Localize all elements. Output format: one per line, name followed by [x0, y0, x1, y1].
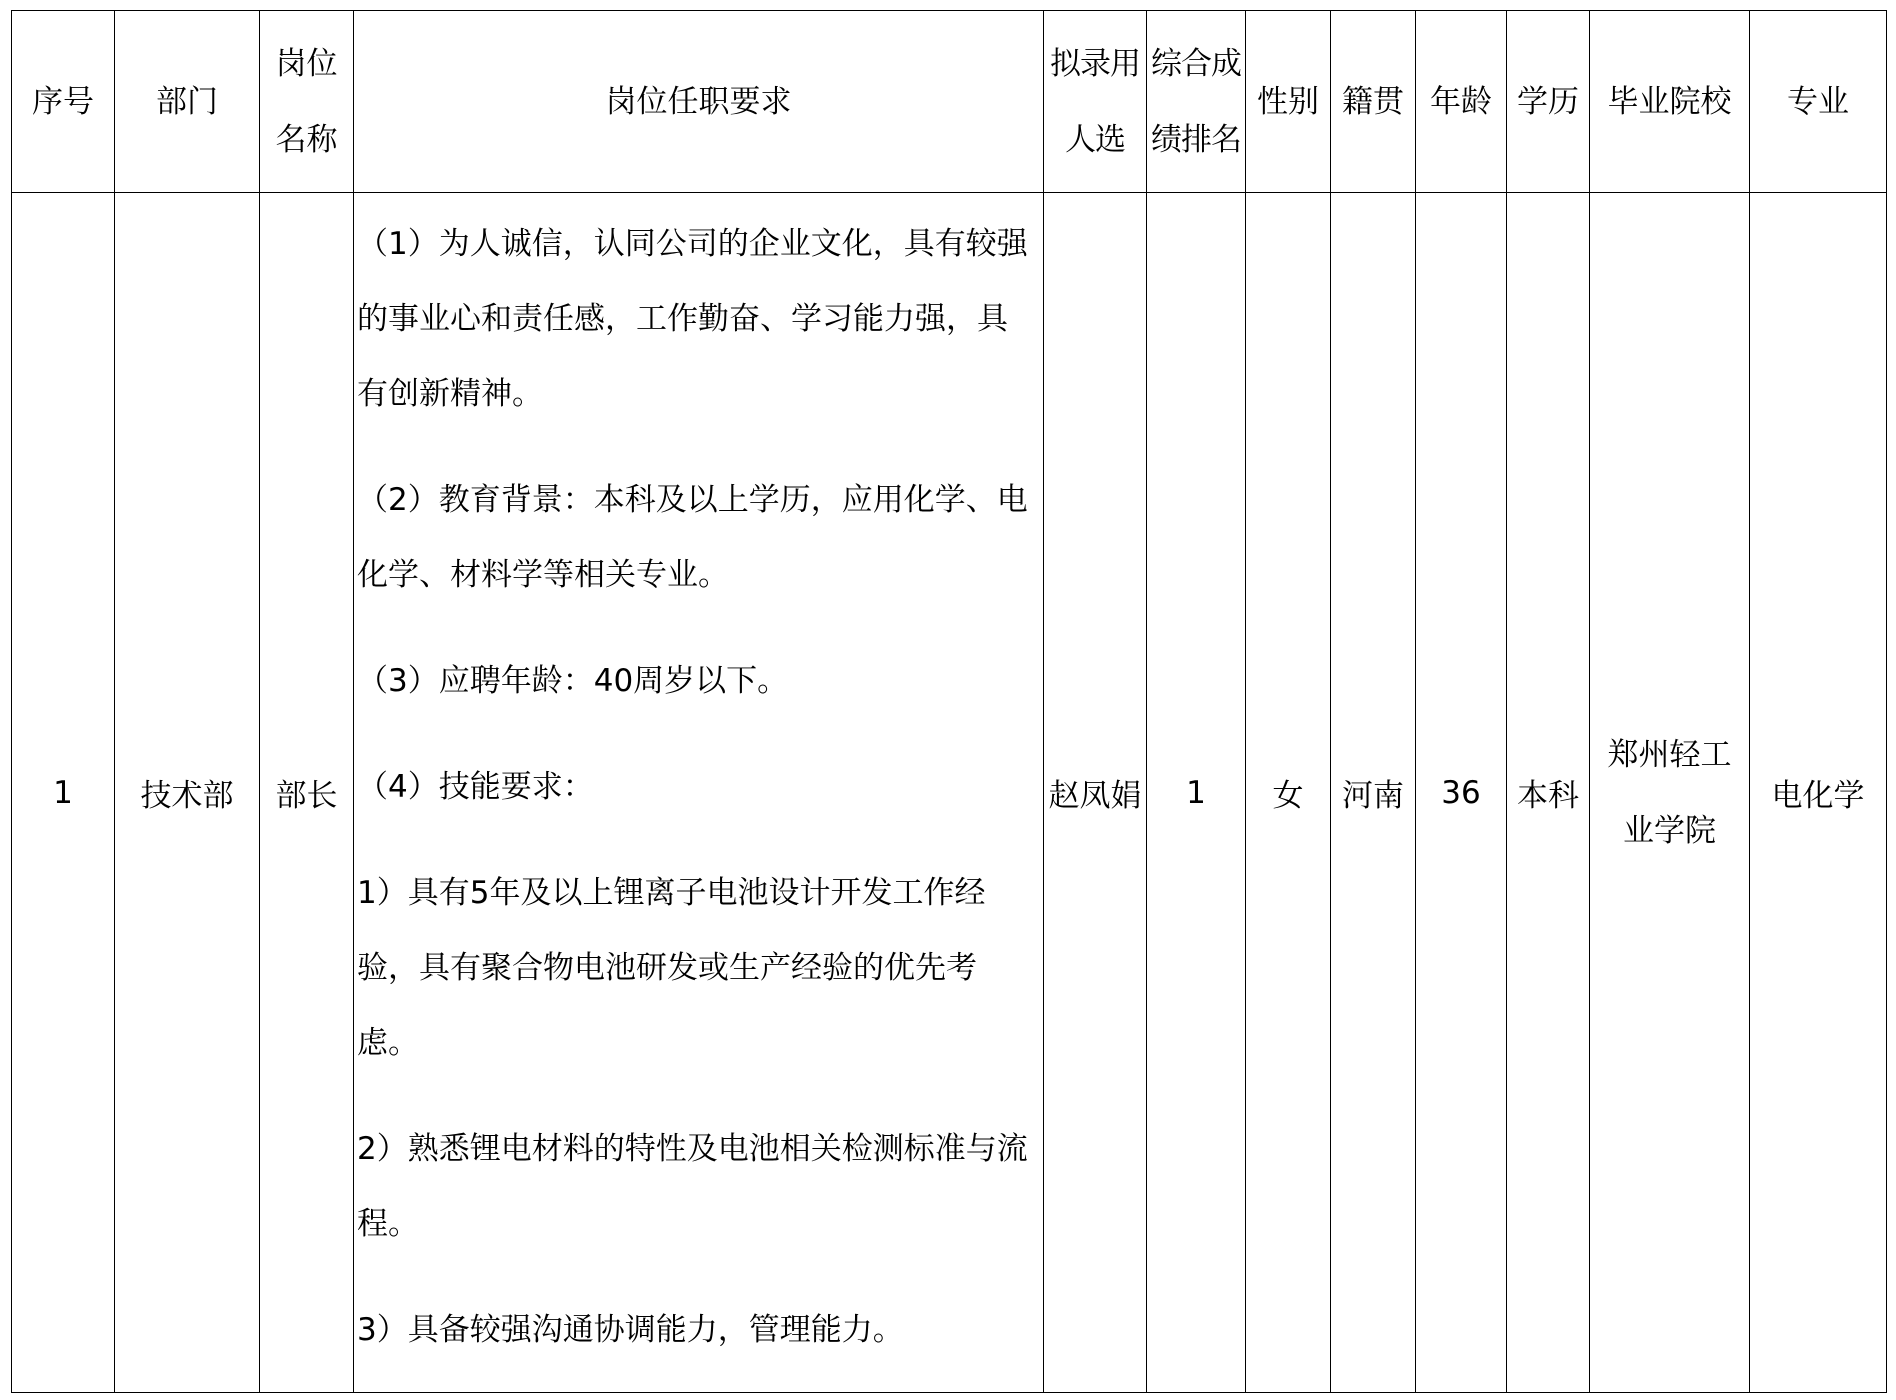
- cell-gender: 女: [1246, 193, 1331, 1393]
- header-major: 专业: [1750, 11, 1887, 193]
- cell-school-line2: 业学院: [1623, 812, 1716, 849]
- header-school: 毕业院校: [1590, 11, 1750, 193]
- header-candidate-line1: 拟录用: [1050, 45, 1140, 82]
- requirements-list: [357, 207, 1035, 1368]
- requirement-item: 1）具有5年及以上锂离子电池设计开发工作经验，具有聚合物电池研发或生产经验的优先考虑。: [357, 875, 986, 1061]
- header-age: 年龄: [1416, 11, 1507, 193]
- header-gender: 性别: [1246, 11, 1331, 193]
- cell-school-line1: 郑州轻工: [1607, 736, 1732, 773]
- header-requirements: 岗位任职要求: [354, 11, 1044, 193]
- header-post-line1: 岗位: [275, 45, 338, 82]
- cell-age: 36: [1416, 193, 1507, 1393]
- cell-origin: 河南: [1331, 193, 1416, 1393]
- table-row: [12, 193, 1887, 1393]
- header-candidate: [1044, 11, 1147, 193]
- cell-education: 本科: [1507, 193, 1590, 1393]
- requirement-item: （1）为人诚信，认同公司的企业文化，具有较强的事业心和责任感，工作勤奋、学习能力强，具有创新精神。: [357, 226, 1028, 412]
- requirement-item: （4）技能要求：: [357, 769, 594, 805]
- cell-school: [1590, 193, 1750, 1393]
- requirement-item: 2）熟悉锂电材料的特性及电池相关检测标准与流程。: [357, 1131, 1028, 1242]
- header-post: [260, 11, 354, 193]
- cell-post: 部长: [260, 193, 354, 1393]
- header-origin: 籍贯: [1331, 11, 1416, 193]
- cell-major: 电化学: [1750, 193, 1887, 1393]
- requirement-item: 3）具备较强沟通协调能力，管理能力。: [357, 1312, 904, 1348]
- header-post-line2: 名称: [275, 121, 338, 158]
- cell-candidate: 赵凤娟: [1044, 193, 1147, 1393]
- recruitment-table-sheet: [11, 10, 1887, 1393]
- recruitment-table: [11, 10, 1887, 1393]
- requirement-item: （2）教育背景：本科及以上学历，应用化学、电化学、材料学等相关专业。: [357, 482, 1028, 593]
- cell-rank: 1: [1147, 193, 1246, 1393]
- header-education: 学历: [1507, 11, 1590, 193]
- header-dept: 部门: [115, 11, 260, 193]
- cell-dept: 技术部: [115, 193, 260, 1393]
- cell-requirements: [354, 193, 1044, 1393]
- header-seq: 序号: [12, 11, 115, 193]
- header-rank-line2: 绩排名: [1151, 121, 1241, 158]
- requirement-item: （3）应聘年龄：40周岁以下。: [357, 663, 789, 699]
- cell-seq: 1: [12, 193, 115, 1393]
- header-rank-line1: 综合成: [1151, 45, 1241, 82]
- table-header-row: [12, 11, 1887, 193]
- header-rank: [1147, 11, 1246, 193]
- header-candidate-line2: 人选: [1065, 121, 1125, 158]
